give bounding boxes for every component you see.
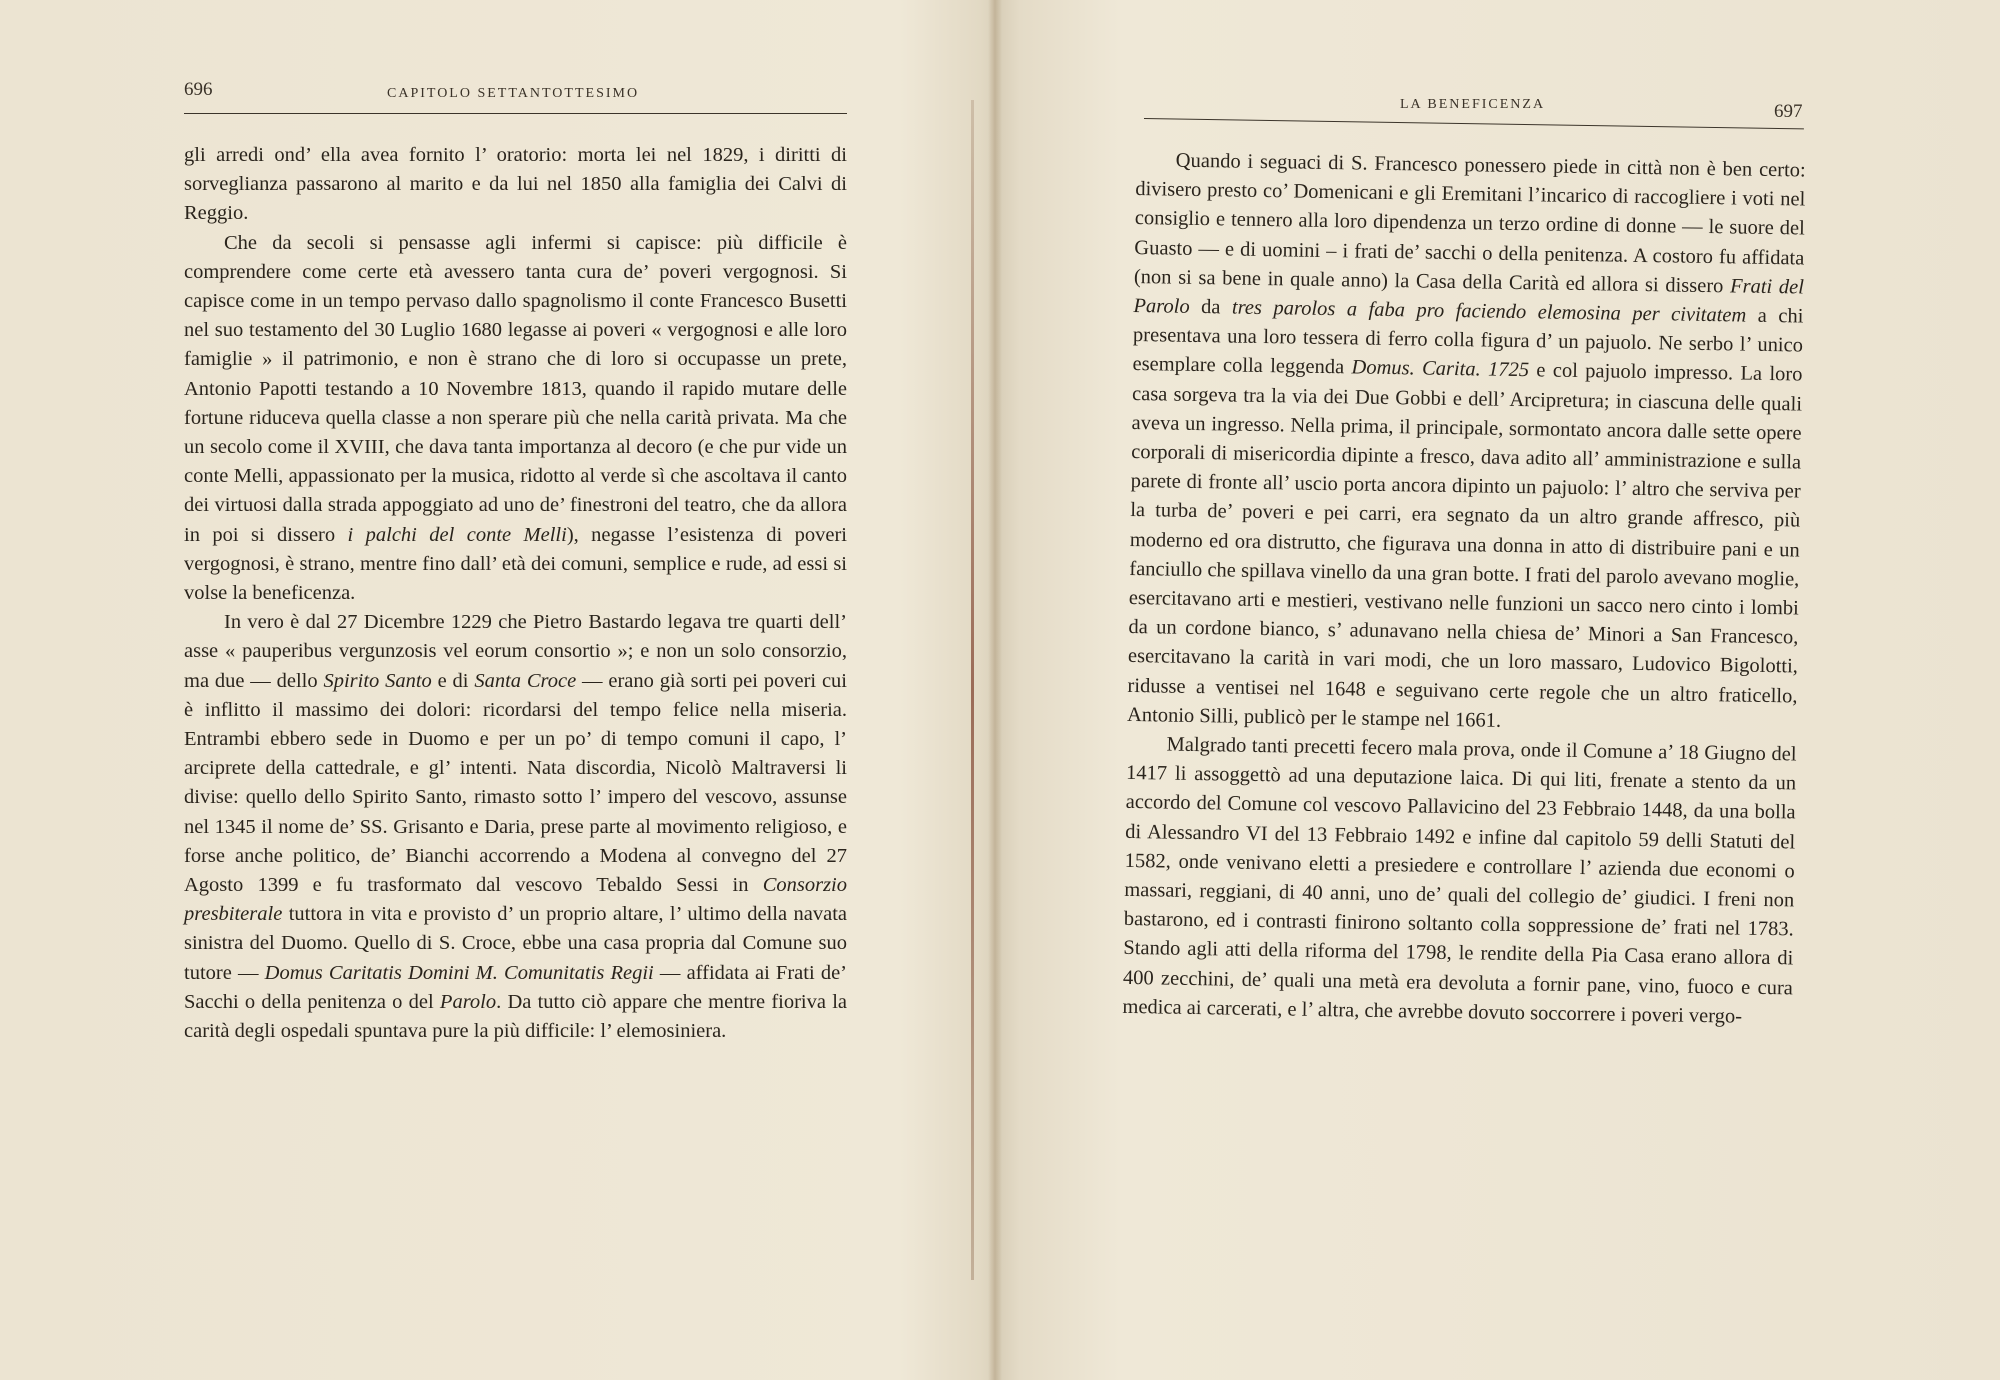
body-text xyxy=(1122,146,1806,1033)
page-number: 696 xyxy=(184,79,213,100)
paragraph: Quando i seguaci di S. Francesco ponessero piede in città non è ben certo: divisero presto co’ Domenicani e gli Eremitani l’incarico di raccogliere i voti nel consiglio e tennero alla loro dipendenza un terzo ordine di donne — le suore del Guasto — e di uomini – i frati de’ sacchi o della penitenza. A costoro fu affidata (non si sa bene in quale anno) la Casa della Carità ed allora si dissero Frati del Parolo da tres parolos a faba pro faciendo elemosina per civitatem a chi presentava una loro tessera di ferro colla figura d’ un pajuolo. Ne serbo l’ unico esemplare colla leggenda Domus. Carita. 1725 e col pajuolo impresso. La loro casa sorgeva tra la via dei Due Gobbi e dell’ Arcipretura; in ciascuna delle quali aveva un ingresso. Nella prima, il principale, sormontato ancora dalle sette opere corporali di misericordia dipinte a fresco, dava adito all’ amministrazione e sulla parete di fronte all’ uscio porta ancora dipinto un pajuolo: l’ altro che serviva per la turba de’ poveri e pei carri, era segnato da un altro grande affresco, più moderno ed ora distrutto, che figurava una donna in atto di distribuire pani e un fanciullo che spillava vinello da una gran botte. I frati del parolo avevano moglie, esercitavano arti e mestieri, vestivano nelle funzioni un sacco nero cinto i lombi da un cordone bianco, s’ adunavano nella chiesa de’ Minori a San Francesco, esercitavano la carità in vari modi, che un loro massaro, Ludovico Bigolotti, ridusse a ventisei nel 1648 e seguivano certe regole che un altro fraticello, Antonio Silli, publicò per le stampe nel 1661. xyxy=(1126,149,1806,732)
left-page xyxy=(0,0,985,1380)
running-head: CAPITOLO SETTANTOTTESIMO xyxy=(387,86,640,101)
page-number: 697 xyxy=(1774,101,1803,122)
paragraph: gli arredi ond’ ella avea fornito l’ oratorio: morta lei nel 1829, i diritti di sorveglianza passarono al marito e da lui nel 1850 alla famiglia dei Calvi di Reggio. xyxy=(184,144,847,225)
paragraph: In vero è dal 27 Dicembre 1229 che Pietro Bastardo legava tre quarti dell’ asse « pauperibus vergunzosis vel eorum consortio »; e non un solo consorzio, ma due — dello Spirito Santo e di Santa Croce — erano già sorti pei poveri cui è inflitto il massimo dei dolori: ricordarsi del tempo felice nella miseria. Entrambi ebbero sede in Duomo e per un po’ di tempo comuni il capo, l’ arciprete della cattedrale, e gl’ intenti. Nata discordia, Nicolò Maltraversi li divise: quello dello Spirito Santo, rimasto sotto l’ impero del vescovo, assunse nel 1345 il nome de’ SS. Grisanto e Daria, prese parte al movimento religioso, e forse anche politico, de’ Bianchi accorrendo a Modena al convegno del 27 Agosto 1399 e fu trasformato dal vescovo Tebaldo Sessi in Consorzio presbiterale tuttora in vita e provisto d’ un proprio altare, l’ ultimo della navata sinistra del Duomo. Quello di S. Croce, ebbe una casa propria dal Comune suo tutore — Domus Caritatis Domini M. Comunitatis Regii — affidata ai Frati de’ Sacchi o della penitenza o del Parolo. Da tutto ciò appare che mentre fioriva la carità degli ospedali spuntava pure la più difficile: l’ elemosiniera. xyxy=(184,611,847,1043)
paragraph: Che da secoli si pensasse agli infermi si capisce: più difficile è comprendere come certe età avessero tanta cura de’ poveri vergognosi. Si capisce come in un tempo pervaso dallo spagnolismo il conte Francesco Busetti nel suo testamento del 30 Luglio 1680 legasse ai poveri « vergognosi e alle loro famiglie » il patrimonio, e non è strano che di loro si occupasse un prete, Antonio Papotti testando a 10 Novembre 1813, quando il rapido mutare delle fortune riduceva quella classe a non sperare più che nella carità privata. Ma che un secolo come il XVIII, che dava tanta importanza al decoro (e che pur vide un conte Melli, appassionato per la musica, ridotto al verde sì che ascoltava il canto dei virtuosi dalla strada appoggiato ad uno de’ finestroni del teatro, che da allora in poi si dissero i palchi del conte Melli), negasse l’esistenza di poveri vergognosi, è strano, mentre fino dall’ età dei comuni, semplice e rude, ad essi si volse la beneficenza. xyxy=(184,231,847,605)
right-page xyxy=(1000,0,2000,1380)
body-text xyxy=(184,141,847,1046)
paragraph: Malgrado tanti precetti fecero mala prova, onde il Comune a’ 18 Giugno del 1417 li assoggettò ad una deputazione laica. Di qui liti, frenate a stento da un accordo del Comune col vescovo Pallavicino del 23 Febbraio 1448, da una bolla di Alessandro VI del 13 Febbraio 1492 e infine dal capitolo 59 delli Statuti del 1582, onde venivano eletti a presiedere e controllare l’ azienda due economi o massari, reggiani, di 40 anni, uno de’ quali del collegio de’ giudici. I freni non bastarono, ed i contrasti finirono soltanto colla soppressione de’ frati nel 1783. Stando agli atti della riforma del 1798, le rendite della Pia Casa erano allora di 400 zecchini, de’ quali una metà era devoluta a fornir pane, vino, fuoco e cura medica ai carcerati, e l’ altra, che avrebbe dovuto soccorrere i poveri vergo- xyxy=(1122,733,1797,1028)
header-rule xyxy=(1144,118,1804,129)
header-rule xyxy=(184,113,847,114)
running-head: LA BENEFICENZA xyxy=(1400,97,1546,112)
